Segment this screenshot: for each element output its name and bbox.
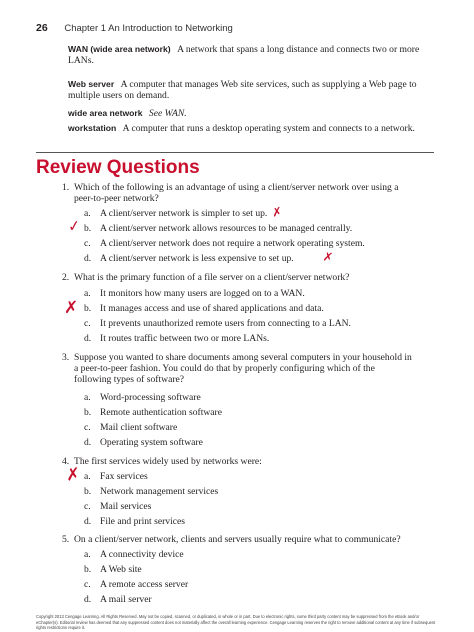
option-5a [84, 549, 184, 560]
option-4b [84, 486, 218, 497]
question-1 [62, 182, 436, 205]
option-text: It manages access and use of shared applications and data. [100, 303, 324, 314]
option-5d [84, 594, 152, 605]
glossary-definition: A computer that manages Web site services, such as supplying a Web page to [120, 79, 417, 90]
question-2 [62, 272, 436, 283]
option-letter: c. [84, 501, 91, 512]
option-text: A Web site [100, 564, 142, 575]
option-letter: c. [84, 422, 91, 433]
option-text: Network management services [100, 486, 219, 497]
glossary-definition: A network that spans a long distance and connects two or more [177, 44, 420, 55]
option-text: A client/server network is simpler to set up. [100, 208, 268, 219]
option-letter: a. [84, 392, 91, 403]
option-text: Fax services [100, 471, 148, 482]
glossary-term: wide area network [68, 108, 143, 118]
question-3 [62, 352, 436, 386]
option-1c [84, 238, 365, 249]
copyright-notice: Copyright 2013 Cengage Learning. All Rights Reserved. May not be copied, scanned, or duplicated, in whole or in part. Due to electronic rights, some third party content may be suppressed from the eBook and/or eChapter(s). Editorial review has deemed that any suppressed content does not materially affect the overall learning experience. Cengage Learning reserves the right to remove additional content at any time if subsequent rights restrictions require it. [36, 614, 436, 631]
option-1b [84, 223, 352, 234]
option-text: A mail server [100, 594, 152, 605]
glossary-entry [68, 108, 436, 119]
option-text: It prevents unauthorized remote users from connecting to a LAN. [100, 318, 351, 329]
page-number: 26 [36, 22, 48, 34]
option-text: Operating system software [100, 437, 203, 448]
option-text: File and print services [100, 516, 185, 527]
option-letter: b. [84, 223, 92, 234]
section-divider [36, 152, 434, 153]
question-number: 4. [62, 456, 70, 467]
glossary-term: WAN (wide area network) [68, 44, 171, 54]
option-1a [84, 208, 267, 219]
glossary-entry [68, 44, 436, 66]
option-letter: b. [84, 407, 92, 418]
option-letter: a. [84, 549, 91, 560]
question-text-cont: a peer-to-peer fashion. You could do that by properly configuring which of the [74, 363, 375, 375]
option-2d [84, 333, 269, 344]
question-text-cont: following types of software? [74, 374, 185, 386]
option-letter: c. [84, 579, 91, 590]
option-letter: b. [84, 303, 92, 314]
option-text: A client/server network does not require a network operating system. [100, 238, 365, 249]
option-letter: d. [84, 594, 92, 605]
question-number: 5. [62, 534, 70, 545]
glossary-definition-cont: LANs. [68, 55, 94, 66]
option-letter: d. [84, 437, 92, 448]
option-letter: b. [84, 564, 92, 575]
glossary-term: workstation [68, 123, 117, 133]
option-text: Remote authentication software [100, 407, 223, 418]
option-3a [84, 392, 201, 403]
option-text: A client/server network is less expensive to set up. [100, 253, 294, 264]
option-letter: c. [84, 318, 91, 329]
handwritten-check-mark-icon: ✓ [66, 216, 82, 236]
page-header [36, 22, 233, 34]
glossary-term: Web server [68, 79, 115, 89]
handwritten-x-mark-icon: ✗ [64, 298, 79, 318]
option-letter: d. [84, 253, 92, 264]
option-letter: a. [84, 471, 91, 482]
option-text: Mail services [100, 501, 152, 512]
question-text: On a client/server network, clients and servers usually require what to communicate? [74, 534, 401, 545]
question-number: 1. [62, 182, 70, 193]
question-text: Suppose you wanted to share documents among several computers in your household in [74, 352, 412, 363]
question-text: Which of the following is an advantage of using a client/server network over using a [74, 182, 399, 193]
option-letter: d. [84, 516, 92, 527]
option-text: Mail client software [100, 422, 178, 433]
handwritten-x-mark-icon: ✗ [270, 204, 284, 220]
handwritten-x-mark-icon: ✗ [322, 249, 334, 265]
glossary-definition: A computer that runs a desktop operating system and connects to a network. [122, 123, 415, 134]
option-letter: a. [84, 288, 91, 299]
option-4c [84, 501, 151, 512]
option-2a [84, 288, 305, 299]
option-5b [84, 564, 142, 575]
question-text: The first services widely used by networks were: [74, 456, 262, 467]
question-5 [62, 534, 436, 545]
option-letter: c. [84, 238, 91, 249]
question-4 [62, 456, 436, 467]
chapter-title: Chapter 1 An Introduction to Networking [64, 23, 233, 34]
handwritten-x-mark-icon: ✗ [64, 464, 82, 486]
option-letter: a. [84, 208, 91, 219]
question-text-cont: peer-to-peer network? [74, 193, 159, 205]
glossary-definition-cont: multiple users on demand. [68, 90, 170, 101]
question-number: 3. [62, 352, 70, 363]
option-4a [84, 471, 148, 482]
option-2b [84, 303, 324, 314]
glossary-entry [68, 123, 436, 134]
option-1d [84, 253, 294, 264]
option-4d [84, 516, 185, 527]
option-2c [84, 318, 351, 329]
option-text: A connectivity device [100, 549, 184, 560]
option-3d [84, 437, 203, 448]
question-number: 2. [62, 272, 70, 283]
option-5c [84, 579, 188, 590]
option-letter: b. [84, 486, 92, 497]
glossary-see-reference: See WAN. [148, 108, 187, 119]
option-text: It monitors how many users are logged on to a WAN. [100, 288, 305, 299]
option-text: A client/server network allows resources to be managed centrally. [100, 223, 353, 234]
option-3c [84, 422, 177, 433]
option-3b [84, 407, 222, 418]
question-text: What is the primary function of a file server on a client/server network? [74, 272, 350, 283]
section-title: Review Questions [36, 157, 200, 178]
option-text: Word-processing software [100, 392, 201, 403]
option-letter: d. [84, 333, 92, 344]
option-text: A remote access server [100, 579, 189, 590]
glossary-entry [68, 79, 436, 101]
option-text: It routes traffic between two or more LANs. [100, 333, 270, 344]
